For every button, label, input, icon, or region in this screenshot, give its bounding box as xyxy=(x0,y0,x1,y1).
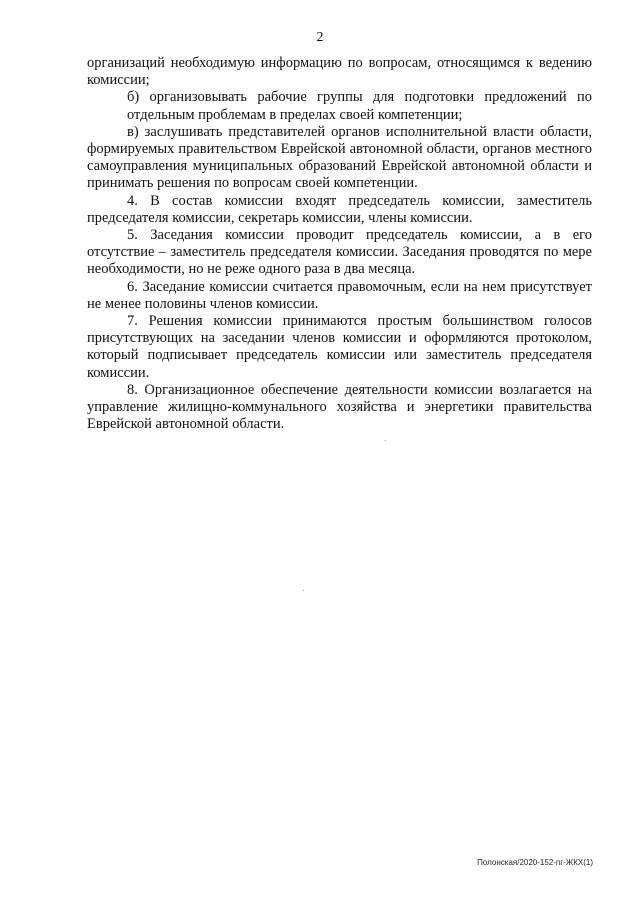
document-body xyxy=(87,55,592,433)
paragraph-7: 7. Решения комиссии принимаются простым большинством голосов присутствующих на заседании членов комиссии и оформляются протоколом, который подписывает председатель комиссии или заместитель председателя комиссии. xyxy=(87,313,592,381)
page-number: 2 xyxy=(316,30,324,45)
paragraph-4: 4. В состав комиссии входят председатель комиссии, заместитель председателя комиссии, секретарь комиссии, члены комиссии. xyxy=(87,192,592,226)
footer-document-code: Полонская/2020-152-пг-ЖКХ(1) xyxy=(477,858,593,867)
paragraph-item-v: в) заслушивать представителей органов исполнительной власти области, формируемых правительством Еврейской автономной области, органов местного самоуправления муниципальных образований Еврейской автономной области и принимать решения по вопросам своей компетенции. xyxy=(87,123,592,192)
paragraph-continuation: организаций необходимую информацию по вопросам, относящимся к ведению комиссии; xyxy=(87,55,592,89)
paragraph-item-b: б) организовывать рабочие группы для подготовки предложений по отдельным проблемам в пределах своей компетенции; xyxy=(127,89,592,123)
paragraph-5: 5. Заседания комиссии проводит председатель комиссии, а в его отсутствие – заместитель председателя комиссии. Заседания проводятся по мере необходимости, но не реже одного раза в два месяца. xyxy=(87,227,592,278)
paragraph-6: 6. Заседание комиссии считается правомочным, если на нем присутствует не менее половины членов комиссии. xyxy=(87,278,592,312)
scan-speck xyxy=(303,590,304,591)
paragraph-8: 8. Организационное обеспечение деятельности комиссии возлагается на управление жилищно-коммунального хозяйства и энергетики правительства Еврейской автономной области. xyxy=(87,381,592,433)
scan-speck xyxy=(385,440,386,441)
